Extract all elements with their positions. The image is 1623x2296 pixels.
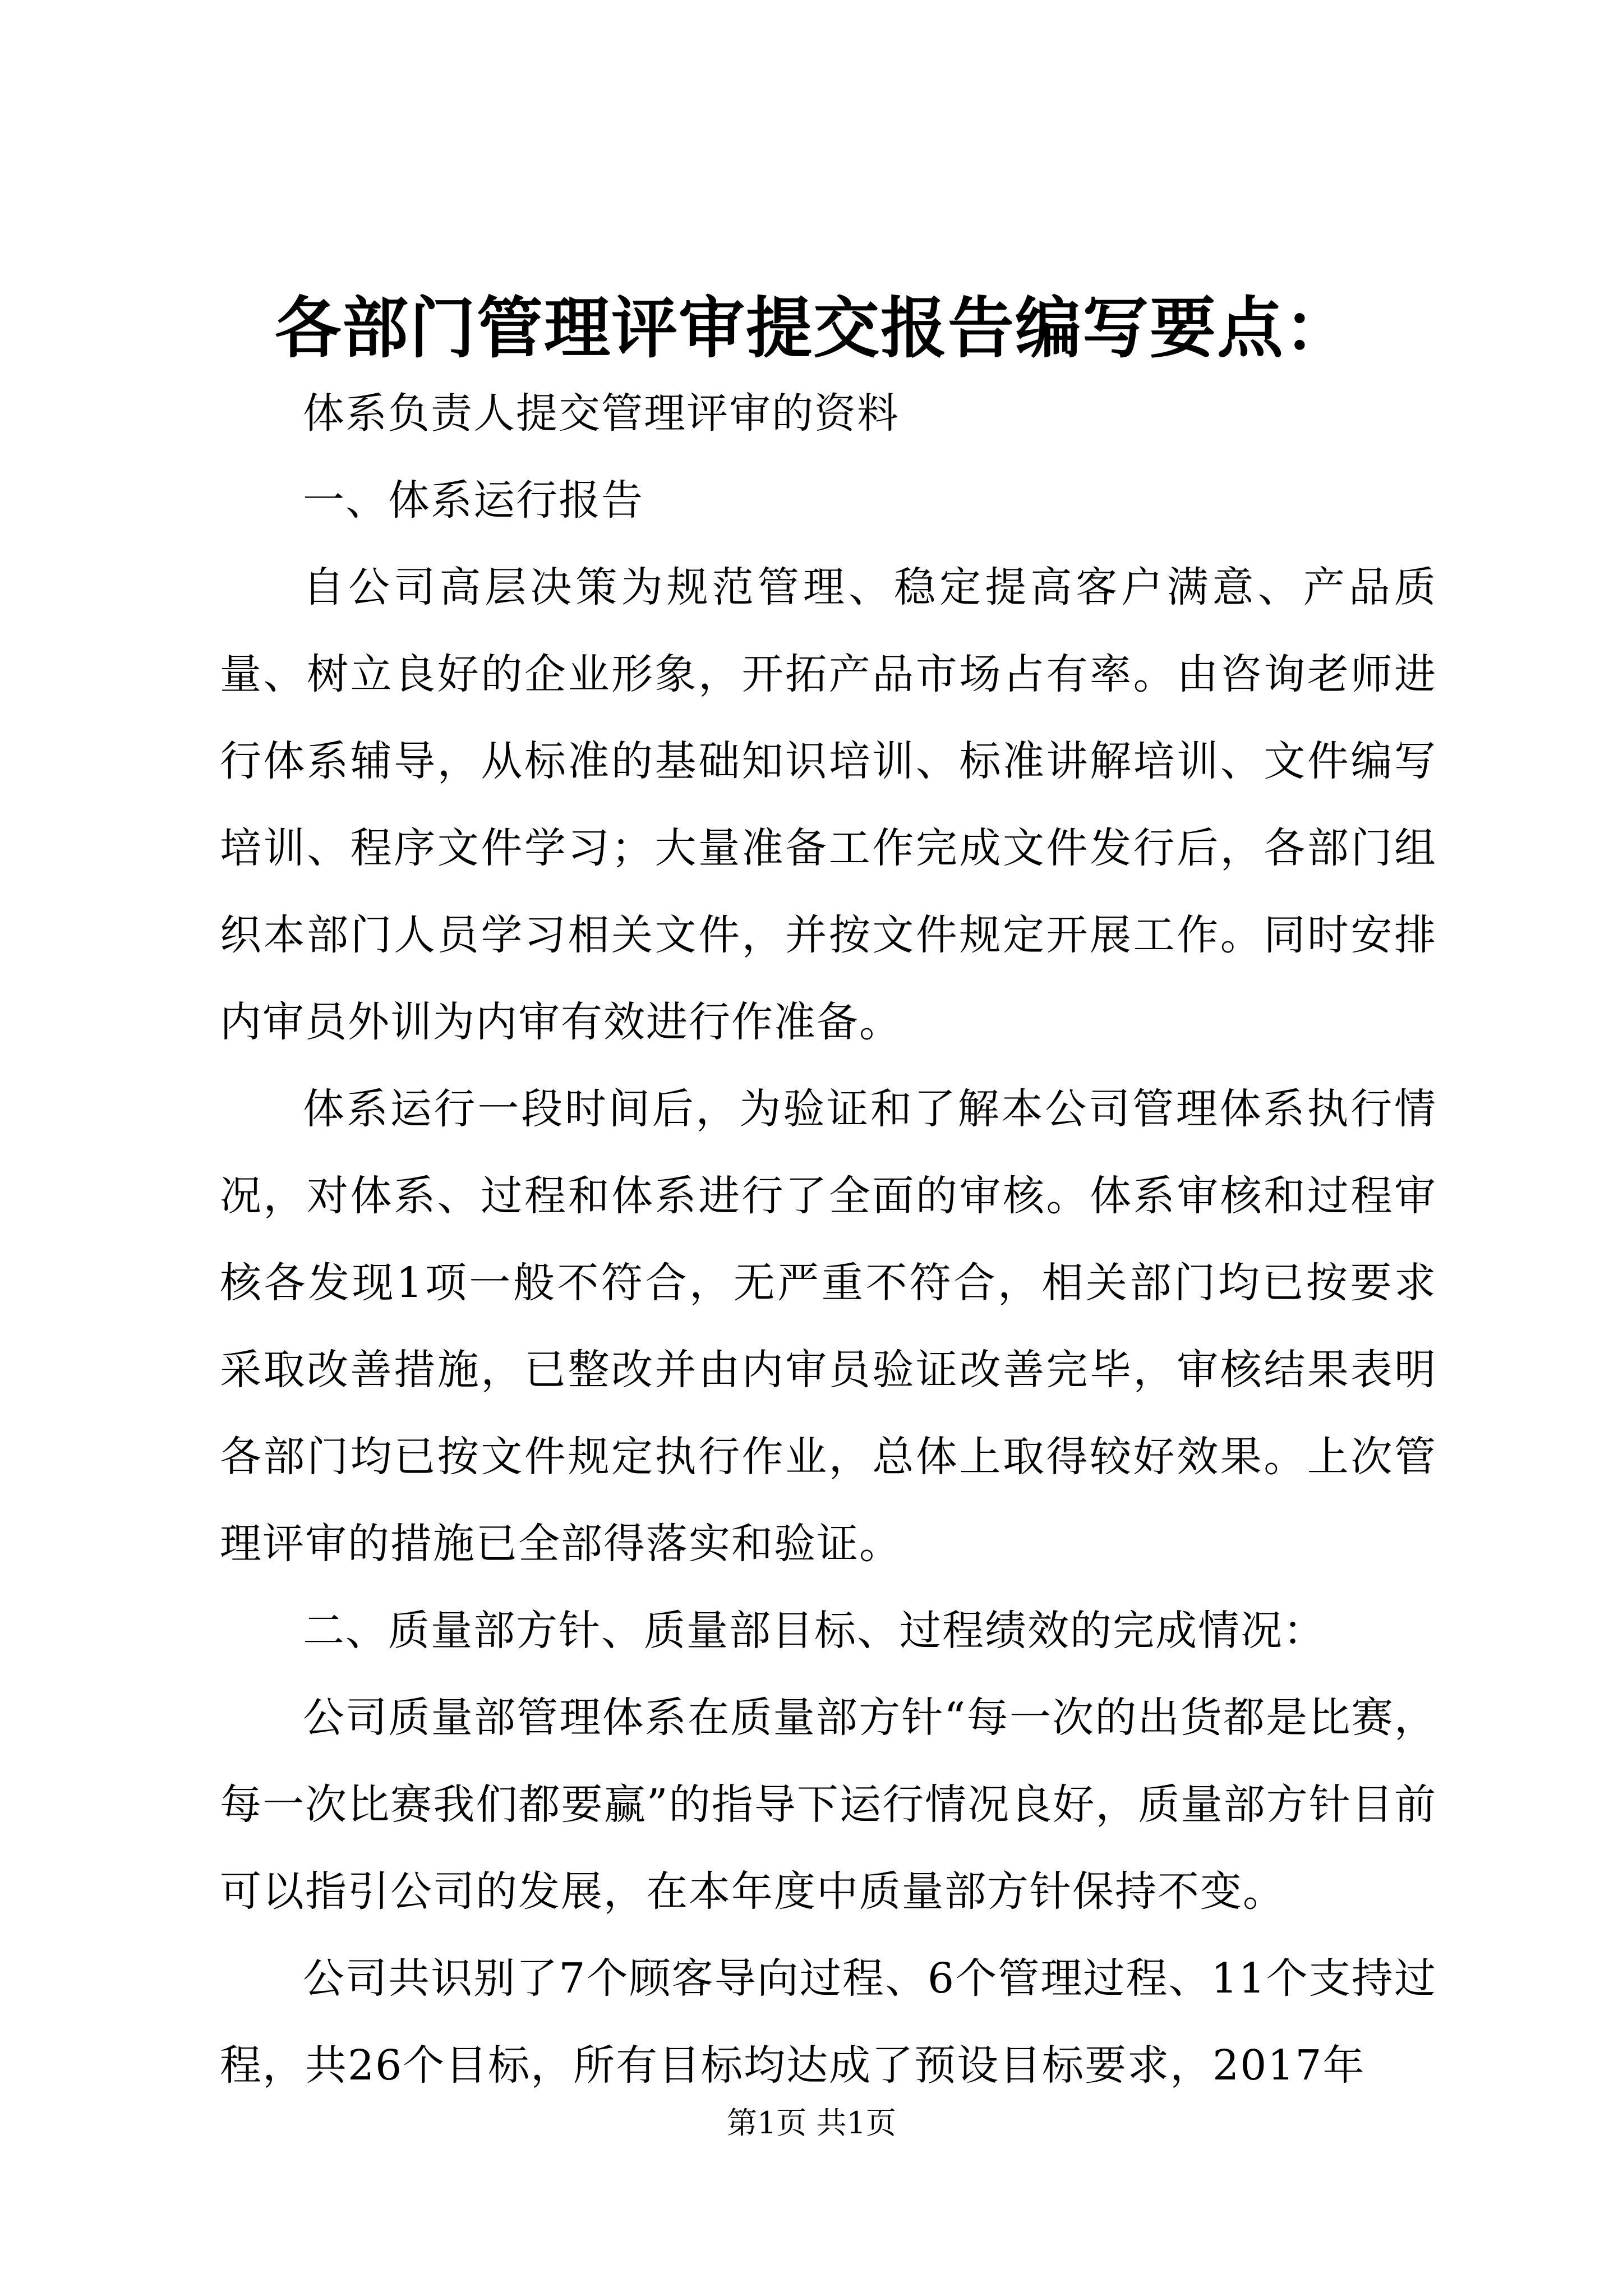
paragraph-submission-materials: 体系负责人提交管理评审的资料 (303, 389, 900, 438)
document-title: 各部门管理评审提交报告编写要点： (274, 289, 1352, 367)
page-footer: 第1页 共1页 (727, 2105, 896, 2141)
section-heading-policy-objectives: 二、质量部方针、质量部目标、过程绩效的完成情况： (303, 1607, 1326, 1655)
paragraph-system-background: 自公司高层决策为规范管理、稳定提高客户满意、产品质量、树立良好的企业形象，开拓产品市场占有率。由咨询老师进行体系辅导，从标准的基础知识培训、标准讲解培训、文件编写培训、程序文件学习；大量准备工作完成文件发行后，各部门组织本部门人员学习相关文件，并按文件规定开展工作。同时安排内审员外训为内审有效进行作准备。 (220, 563, 1437, 1046)
section-heading-system-operation: 一、体系运行报告 (303, 476, 644, 524)
paragraph-process-objectives: 公司共识别了7个顾客导向过程、6个管理过程、11个支持过程，共26个目标，所有目标均达成了预设目标要求，2017年 (220, 1954, 1437, 2090)
paragraph-quality-policy: 公司质量部管理体系在质量部方针“每一次的出货都是比赛，每一次比赛我们都要赢”的指导下运行情况良好，质量部方针目前可以指引公司的发展，在本年度中质量部方针保持不变。 (220, 1694, 1437, 1916)
paragraph-audit-results: 体系运行一段时间后，为验证和了解本公司管理体系执行情况，对体系、过程和体系进行了全面的审核。体系审核和过程审核各发现1项一般不符合，无严重不符合，相关部门均已按要求采取改善措施，已整改并由内审员验证改善完毕，审核结果表明各部门均已按文件规定执行作业，总体上取得较好效果。上次管理评审的措施已全部得落实和验证。 (220, 1085, 1437, 1568)
document-body (220, 370, 1437, 2109)
